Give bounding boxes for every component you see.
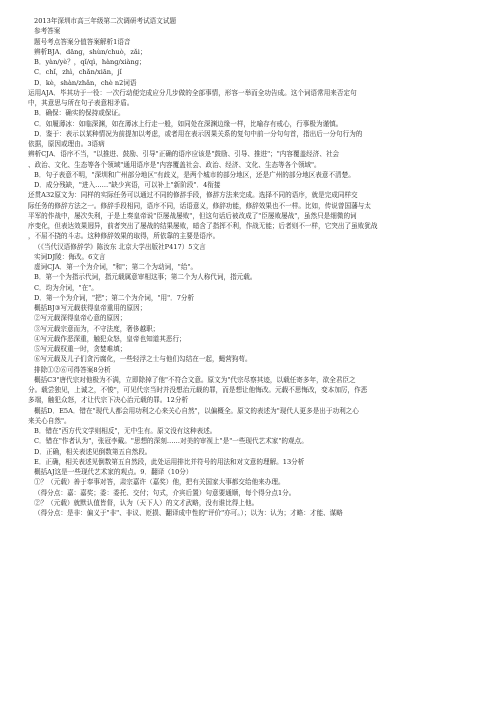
text-line: 题号考点答案分值答案解析1语音 [34, 37, 131, 46]
text-line: 多端，触犯众怒，才让代宗下决心治元载的罪。12分析 [28, 396, 189, 405]
text-line: 分。载尝独见，上诚之，不悛"，可见代宗当时并没想治元载的罪，而是想让他悔改。元载不思悔改，变本加厉，作恶 [28, 386, 368, 394]
text-line: 概括C3"唐代宗对他极为不满，立即除掉了他"不符合文意。原文为"代宗尽察其迹，以载任寄多年，欲全君臣之 [34, 375, 356, 384]
text-line: B．确保：确实的保持或保证。 [34, 109, 125, 118]
text-line: E．正确，相关表述见倒数第五自然段，此处运用排比并符号的用法和对文意的理解。13分析 [34, 457, 305, 466]
text-line: ⑤写元载权重一时，贪婪难填； [34, 345, 127, 353]
text-line: B．yàn/yè？，qǐ/qì，hànɡ/xiànɡ； [34, 58, 146, 66]
text-line: ③写元载宗意而为，不守法度，奢侈越职； [34, 324, 160, 333]
text-line: ②写元载深得皇帝心意的原因； [34, 314, 127, 323]
text-line: 辨析CJA．语序不当，"以推进、鼓励、引导"正确的语序应该是"鼓励、引导、推进"；"内容覆盖经济、社会 [28, 150, 340, 159]
text-line: 辨析BJA．dānɡ，shùn/chuò，zǎi； [34, 47, 147, 56]
text-line: 、政治、文化、生态等各个领域"通用语序是"内容覆盖社会、政治、经济、文化、生态等各个领域"。 [28, 160, 321, 169]
text-line: 序变化，但表达效果迥异，前者突出了屡战的结果屡败，暗含了指挥不利，作战无能；后者则不一样，它突出了虽败犹战 [28, 222, 378, 230]
text-line: 依据，原因或理由。3语病 [28, 140, 105, 148]
text-line: 概括AJ这是一些现代艺术家的观点。9．翻译（10分） [34, 468, 193, 476]
text-line: 概括D．E5A．错在"现代人都会用功利之心来关心自然"，以偏概全。原文的表述为"现代人更多是出于功利之心 [34, 406, 359, 415]
text-line: B．错在"西方代文学则相反"，无中生有。原文没有这种表述。 [34, 427, 217, 435]
text-line: 实词DJ陵：侮改。6文言 [34, 252, 106, 261]
text-line: ②？（元载）就默认值皆督，认为（天下人）的文才武略，没有谁比得上他。 [34, 498, 259, 507]
text-line: 际任务的修辞方法之一。修辞手段相同，语序不同，话语意义，修辞功能，修辞效果也不一样。比如，传说曾国藩与太 [28, 201, 371, 210]
text-line: ⑥写元载及儿子们贪污腐化，一些轻浮之士与他们勾结在一起，蝇营狗苟。 [34, 355, 252, 364]
text-line: 2013年深圳市高三年级第二次调研考试语文试题 [34, 17, 177, 25]
text-line: ①？（元载）善于奉事对答，肃宗嘉许（嘉奖）他，把有关国家大事都交给他来办理。 [34, 478, 285, 487]
text-line: （得分点：嘉：嘉奖；委：委托、交付；句式，介宾后置）句意要通顺，每个得分点1分。 [34, 488, 296, 497]
text-line: B．第一个为指示代词，指元载属意审相这事；第二个为人称代词，指元载。 [34, 273, 257, 282]
text-line: ，不屈不挠的斗志。这种修辞效果的取得，所依靠的主要是语序。 [28, 232, 220, 241]
text-line: 还贯A32原文为：同样的实际任务可以通过不同的修辞手段，修辞方法来完成。选择不同的语序，就是完成同样交 [28, 191, 358, 200]
text-line: 运用AJA．毕其功于一役：一次行动便完成应分几步做的全部事情，形容一举而全功告成。这个词语常用来否定句 [28, 88, 357, 97]
text-line: 参考答案 [34, 27, 61, 36]
text-line: C．均为介词，"在"。 [34, 283, 98, 292]
text-line: D．第一个为介词，"把"；第二个为介词，"用"．7分析 [34, 293, 195, 302]
text-line: 虚词CJA．第一个为介词，"和"；第二个为动词，"给"。 [34, 263, 198, 271]
text-line: ④写元载作恶深重，触犯众怒，皇帝也知道其恶行； [34, 334, 186, 343]
text-line: （得分点：是非：偏义于"非"、非议、贬损、翻译成中性的"评价"亦可。）；以为：认为；才略：才能、谋略 [34, 509, 343, 517]
text-line: C．如履薄冰：如临深渊，如在薄冰上行走一般，如同处在深渊边缘一样，比喻存有戒心，行事极为谨慎。 [34, 119, 343, 128]
text-line: 来关心自然"。 [28, 416, 71, 425]
text-line: （《当代汉语修辞学》陈汝东 北京大学出版社P417）5文言 [34, 242, 206, 251]
text-line: D．鉴于：表示以某种情况为前提加以考虑，或者用在表示因果关系的复句中前一分句句首，指出后一分句行为的 [34, 129, 363, 138]
text-line: C．错在"作者认为"，张冠李戴。"思想的深刻……对美的审视上"是"一些现代艺术家"的观点。 [34, 437, 308, 446]
text-line: 排除①②⑥可得答案8分析 [34, 365, 111, 374]
text-line: 中，其意思与所在句子表意相矛盾。 [28, 99, 134, 107]
text-line: 平军的作战中，屡次失利，于是上奏皇帝说"臣屡战屡败"，但这句话后被改成了"臣屡败屡战"，虽然只是细微的词 [28, 211, 357, 220]
text-line: D．kè，shàn/zhǎn，chè n2词语 [34, 78, 137, 87]
text-line: B．句子表意不明，"深圳和广州部分地区"有歧义，是两个城市的部分地区，还是广州的部分地区表意不清楚。 [34, 170, 355, 179]
text-line: 概括BJ③写元载获得皇帝重用的原因； [34, 304, 147, 312]
text-line: C．chǐ，zhì，chǎn/xiān，jǐ [34, 68, 122, 77]
text-line: D．正确，相关表述见倒数第五自然段。 [34, 447, 152, 456]
text-line: D．成分残缺，"进入……"缺少宾语，可以补上"新阶段"．4衔接 [34, 181, 221, 189]
